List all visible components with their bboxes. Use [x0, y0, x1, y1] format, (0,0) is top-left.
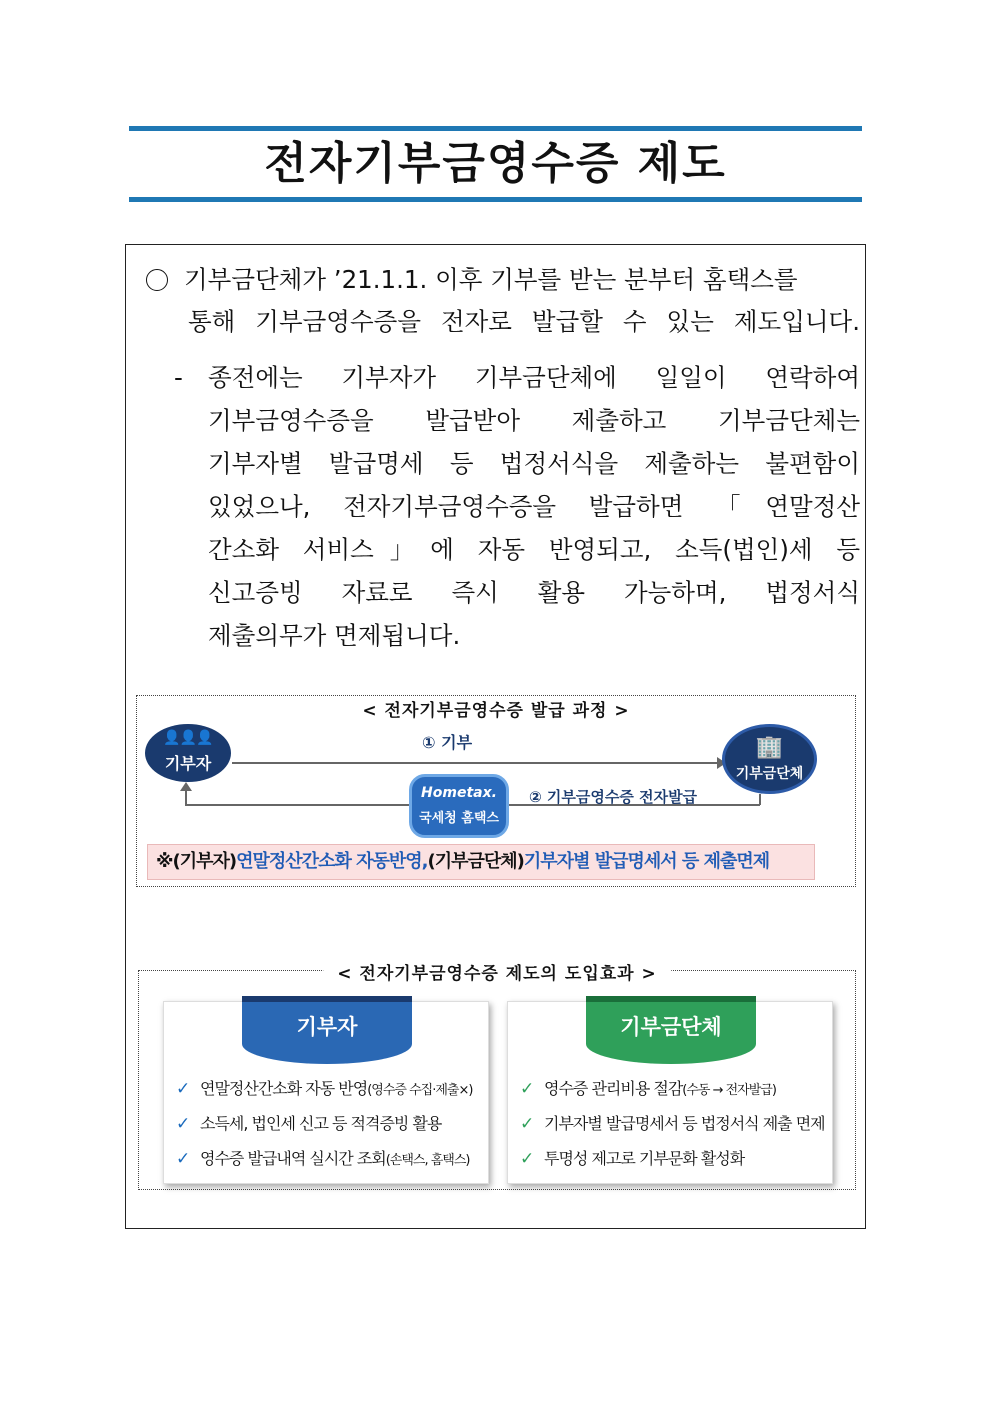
- title-bottom-rule: [129, 197, 862, 202]
- detail-line: 기부금영수증을 발급받아 제출하고 기부금단체는: [208, 406, 860, 435]
- process-diagram: [136, 695, 856, 887]
- check-icon: ✓: [176, 1079, 190, 1099]
- hometax-logo: [409, 774, 509, 838]
- detail-line: 기부자별 발급명세 등 법정서식을 제출하는 불편함이: [208, 449, 860, 478]
- detail-line: 종전에는 기부자가 기부금단체에 일일이 연락하여: [208, 363, 860, 392]
- check-icon: ✓: [176, 1149, 190, 1169]
- list-item: [520, 1076, 826, 1111]
- item-subtext: (손택스, 홈택스): [385, 1153, 470, 1168]
- detail-paragraph: [174, 357, 860, 658]
- people-icon: 👤👤👤: [163, 730, 213, 746]
- list-item: [520, 1111, 826, 1146]
- process-title: < 전자기부금영수증 발급 과정 >: [362, 701, 630, 721]
- donor-label: 기부자: [164, 754, 212, 773]
- check-icon: ✓: [520, 1079, 534, 1099]
- return-arrow-head: [185, 790, 187, 805]
- detail-line: 신고증빙 자료로 즉시 활용 가능하며, 법정서식: [208, 578, 860, 607]
- item-text: 연말정산간소화 자동 반영: [200, 1079, 368, 1098]
- item-text: 영수증 관리비용 절감: [544, 1079, 683, 1098]
- list-item: [176, 1111, 482, 1146]
- donor-card-header: 기부자: [242, 996, 412, 1064]
- intro-line-1: [146, 259, 860, 301]
- page-title: 전자기부금영수증 제도: [264, 138, 727, 189]
- item-text: 영수증 발급내역 실시간 조회: [200, 1149, 386, 1168]
- note-org-text: 기부자별 발급명세서 등 제출면제: [523, 851, 770, 872]
- title-banner: [129, 126, 862, 202]
- item-subtext: (영수증 수집·제출×): [367, 1083, 473, 1098]
- effects-box: [138, 964, 856, 1190]
- donor-effects-card: [163, 1001, 489, 1184]
- content-frame: [125, 244, 866, 1229]
- step-2-label: ② 기부금영수증 전자발급: [529, 788, 698, 806]
- item-subtext: (수동 → 전자발급): [682, 1083, 776, 1098]
- hometax-label: 국세청 홈택스: [419, 811, 499, 826]
- check-icon: ✓: [176, 1114, 190, 1134]
- detail-line: 간소화 서비스」에 자동 반영되고, 소득(법인)세 등: [208, 535, 860, 564]
- intro-line-1-text: 기부금단체가 ’21.1.1. 이후 기부를 받는 분부터 홈택스를: [184, 265, 798, 294]
- list-item: [176, 1146, 482, 1181]
- organization-effects-card: [507, 1001, 833, 1184]
- circle-bullet-icon: [146, 269, 168, 291]
- organization-card-header: 기부금단체: [586, 996, 756, 1064]
- check-icon: ✓: [520, 1149, 534, 1169]
- detail-line: 있었으나, 전자기부금영수증을 발급하면 「연말정산: [208, 492, 860, 521]
- note-org-tag: (기부금단체): [427, 851, 524, 872]
- check-icon: ✓: [520, 1114, 534, 1134]
- hometax-wordmark: Hometax.: [421, 785, 497, 801]
- item-text: 기부자별 발급명세서 등 법정서식 제출 면제: [544, 1114, 825, 1133]
- dash-bullet: -: [174, 363, 183, 392]
- organization-label: 기부금단체: [735, 766, 804, 782]
- donor-node: [145, 724, 231, 782]
- process-note: [147, 844, 815, 880]
- organization-node: [722, 724, 817, 794]
- item-text: 소득세, 법인세 신고 등 적격증빙 활용: [200, 1114, 442, 1133]
- detail-line: 제출의무가 면제됩니다.: [208, 621, 461, 650]
- step-1-label: ① 기부: [422, 733, 473, 752]
- intro-line-2: 통해 기부금영수증을 전자로 발급할 수 있는 제도입니다.: [188, 307, 860, 336]
- intro-paragraph: [146, 259, 860, 343]
- building-icon: 🏢: [755, 735, 784, 760]
- item-text: 투명성 제고로 기부문화 활성화: [544, 1149, 745, 1168]
- note-donor-text: 연말정산간소화 자동반영,: [236, 851, 428, 872]
- title-top-rule: [129, 126, 862, 131]
- list-item: [520, 1146, 826, 1181]
- donation-arrow: [232, 762, 718, 764]
- effects-title: < 전자기부금영수증 제도의 도입효과 >: [323, 959, 671, 984]
- list-item: [176, 1076, 482, 1111]
- note-donor-tag: ※(기부자): [156, 851, 237, 872]
